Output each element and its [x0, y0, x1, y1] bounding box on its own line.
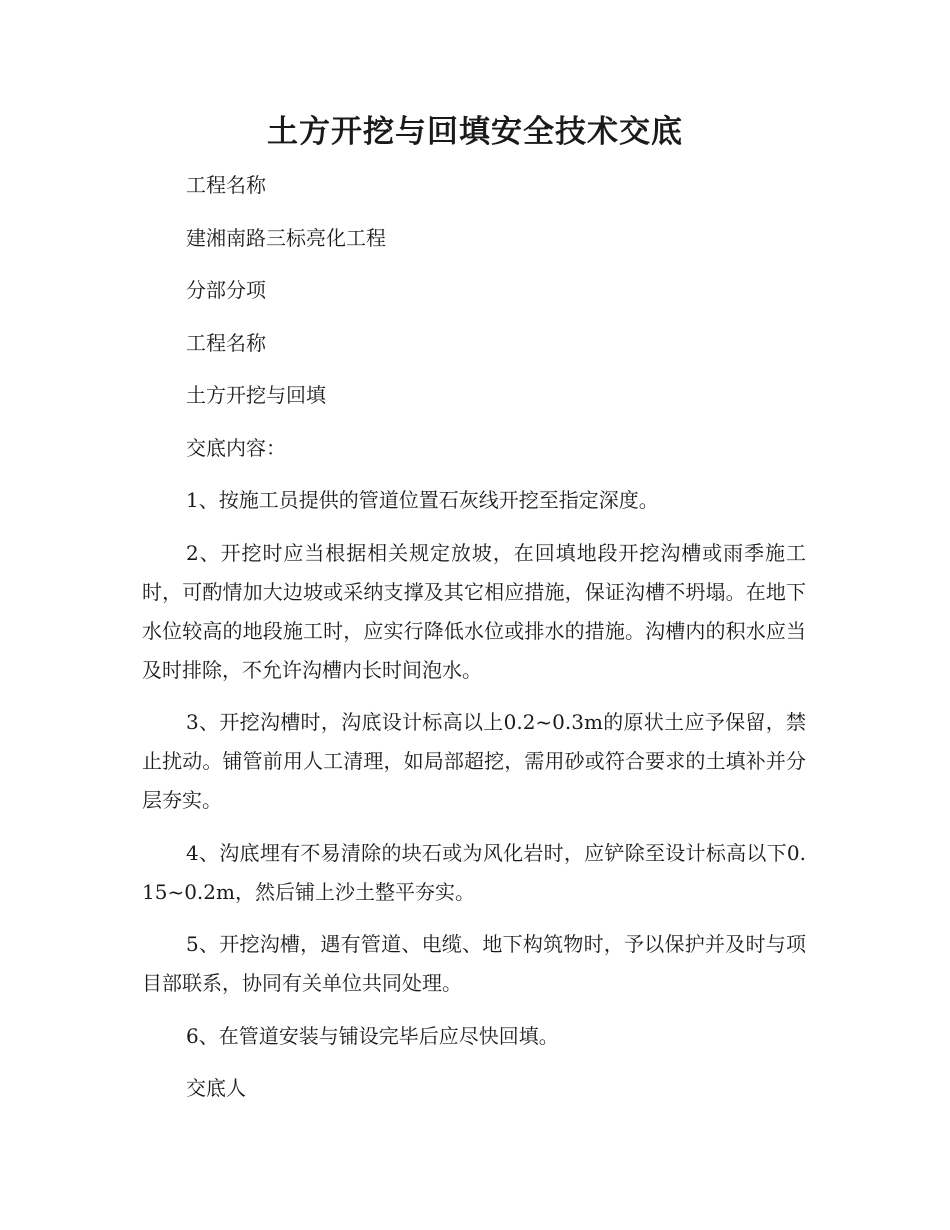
paragraph-item-6: 6、在管道安装与铺设完毕后应尽快回填。 — [186, 1023, 559, 1048]
paragraph-subproject-name-value: 土方开挖与回填 — [186, 383, 326, 407]
document-title: 土方开挖与回填安全技术交底 — [267, 114, 683, 150]
paragraph-subdivision-label: 分部分项 — [186, 278, 266, 302]
paragraph-briefer-label: 交底人 — [186, 1076, 246, 1100]
paragraph-item-1: 1、按施工员提供的管道位置石灰线开挖至指定深度。 — [186, 488, 659, 512]
paragraph-project-name-label: 工程名称 — [186, 173, 266, 197]
paragraph-content-heading: 交底内容： — [186, 435, 286, 460]
paragraph-item-5: 5、开挖沟槽，遇有管道、电缆、地下构筑物时，予以保护并及时与项目部联系，协同有关单位共同处理。 — [142, 932, 806, 995]
paragraph-item-2: 2、开挖时应当根据相关规定放坡，在回填地段开挖沟槽或雨季施工时，可酌情加大边坡或采纳支撑及其它相应措施，保证沟槽不坍塌。在地下水位较高的地段施工时，应实行降低水位或排水的措施。沟槽内的积水应当及时排除，不允许沟槽内长时间泡水。 — [142, 540, 806, 682]
paragraph-item-4: 4、沟底埋有不易清除的块石或为风化岩时，应铲除至设计标高以下0.15~0.2m，然后铺上沙土整平夯实。 — [142, 840, 806, 904]
document-body — [142, 166, 806, 1122]
paragraph-item-3: 3、开挖沟槽时，沟底设计标高以上0.2~0.3m的原状土应予保留，禁止扰动。铺管前用人工清理，如局部超挖，需用砂或符合要求的土填补并分层夯实。 — [142, 710, 806, 812]
paragraph-subproject-name-label: 工程名称 — [186, 330, 266, 355]
paragraph-project-name-value: 建湘南路三标亮化工程 — [186, 225, 386, 250]
